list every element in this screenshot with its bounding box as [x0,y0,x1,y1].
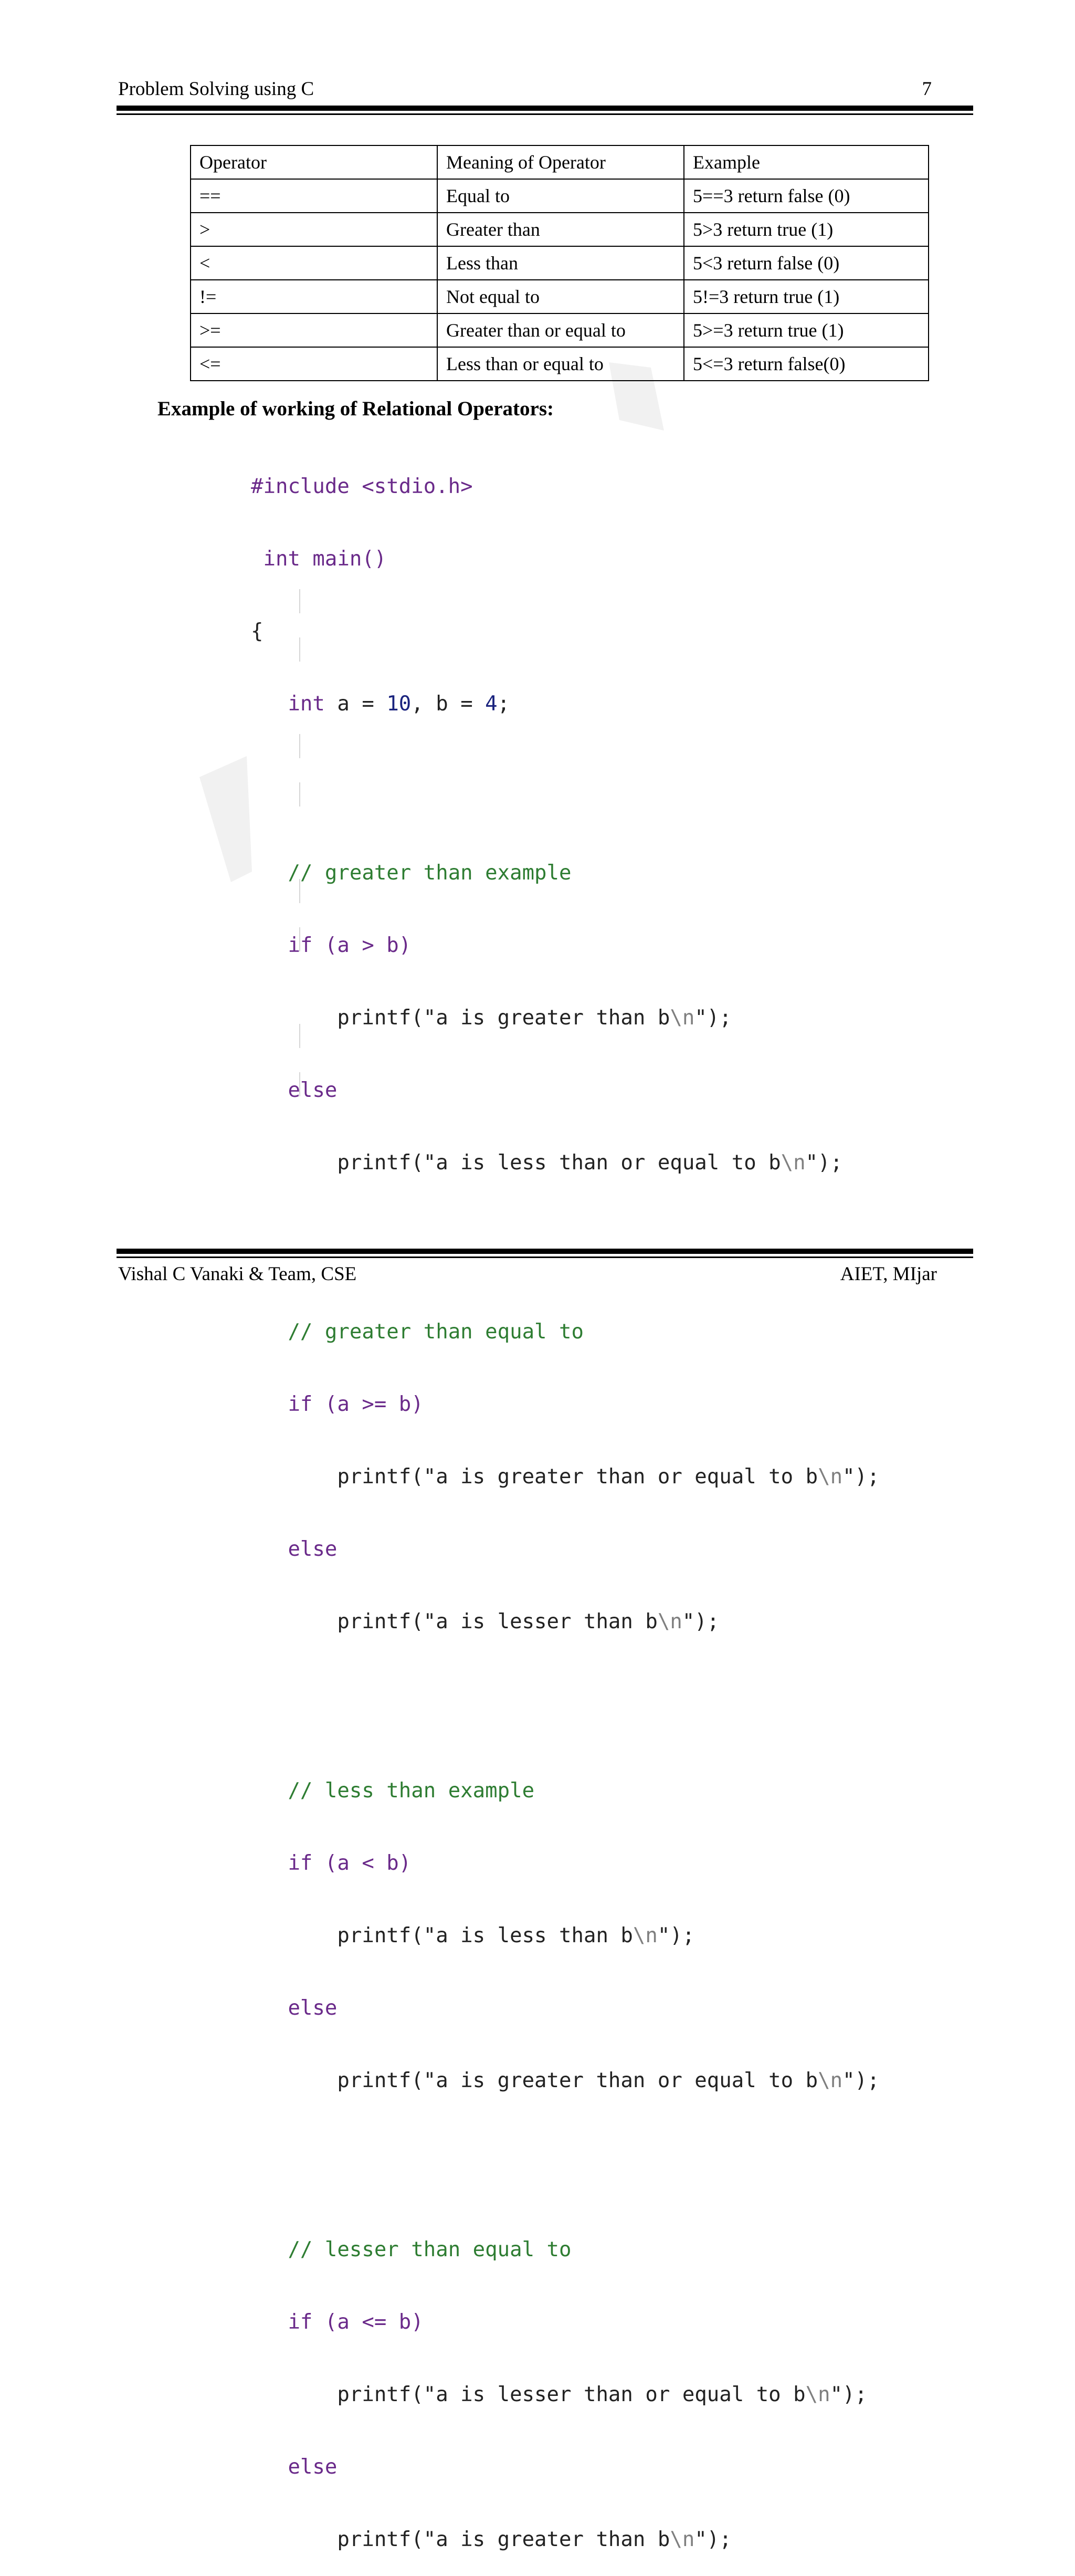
code-then: printf("a is greater than or equal to b\n"); [337,1465,880,1489]
code-else: else [288,1996,338,2020]
code-if: if (a >= b) [288,1392,424,1416]
code-comment: // lesser than equal to [288,2238,572,2261]
code-line-main: int main() [251,547,387,571]
table-cell-operator: <= [191,347,437,381]
table-header-example: Example [684,145,929,179]
code-line-open-brace: { [251,620,264,643]
table-cell-example: 5==3 return false (0) [684,179,929,213]
relational-operators-table [190,145,929,381]
table-cell-operator: < [191,246,437,280]
table-header-operator: Operator [191,145,437,179]
table-cell-example: 5>=3 return true (1) [684,313,929,347]
code-else-body: printf("a is greater than or equal to b\n"); [337,2069,880,2092]
table-cell-example: 5<=3 return false(0) [684,347,929,381]
table-cell-meaning: Greater than [437,213,684,246]
footer-rule-thin [117,1256,973,1258]
table-row [191,347,929,381]
code-if: if (a <= b) [288,2310,424,2334]
table-cell-operator: == [191,179,437,213]
code-then: printf("a is greater than b\n"); [337,1006,732,1030]
table-row [191,313,929,347]
table-cell-operator: != [191,280,437,313]
section-heading: Example of working of Relational Operators: [157,397,554,420]
table-row [191,246,929,280]
code-else: else [288,2455,338,2479]
code-then: printf("a is lesser than or equal to b\n"); [337,2383,868,2406]
header-rule-thick [117,106,973,111]
table-cell-example: 5>3 return true (1) [684,213,929,246]
code-then: printf("a is less than b\n"); [337,1924,695,1947]
table-cell-meaning: Greater than or equal to [437,313,684,347]
code-else: else [288,1078,338,1102]
running-header-title: Problem Solving using C [118,78,314,100]
table-row [191,179,929,213]
page-number: 7 [922,78,932,100]
code-comment: // greater than example [288,861,572,885]
table-cell-example: 5<3 return false (0) [684,246,929,280]
footer-institution: AIET, MIjar [840,1263,937,1285]
table-cell-meaning: Less than [437,246,684,280]
table-cell-meaning: Equal to [437,179,684,213]
code-else-body: printf("a is less than or equal to b\n"); [337,1151,843,1175]
table-cell-operator: >= [191,313,437,347]
code-else: else [288,1537,338,1561]
code-else-body: printf("a is lesser than b\n"); [337,1610,720,1633]
code-example [251,426,880,2576]
table-cell-meaning: Less than or equal to [437,347,684,381]
table-row [191,280,929,313]
table-header-row [191,145,929,179]
code-line-include: #include <stdio.h> [251,475,473,498]
code-if: if (a > b) [288,934,412,957]
header-rule-thin [117,113,973,115]
code-line-declaration: int a = 10, b = 4; [288,692,510,716]
table-header-meaning: Meaning of Operator [437,145,684,179]
footer-authors: Vishal C Vanaki & Team, CSE [118,1263,357,1285]
footer-rule-thick [117,1249,973,1254]
code-comment: // less than example [288,1779,535,1803]
code-if: if (a < b) [288,1851,412,1875]
table-cell-example: 5!=3 return true (1) [684,280,929,313]
table-cell-meaning: Not equal to [437,280,684,313]
code-comment: // greater than equal to [288,1320,584,1344]
table-cell-operator: > [191,213,437,246]
table-row [191,213,929,246]
code-else-body: printf("a is greater than b\n"); [337,2528,732,2551]
